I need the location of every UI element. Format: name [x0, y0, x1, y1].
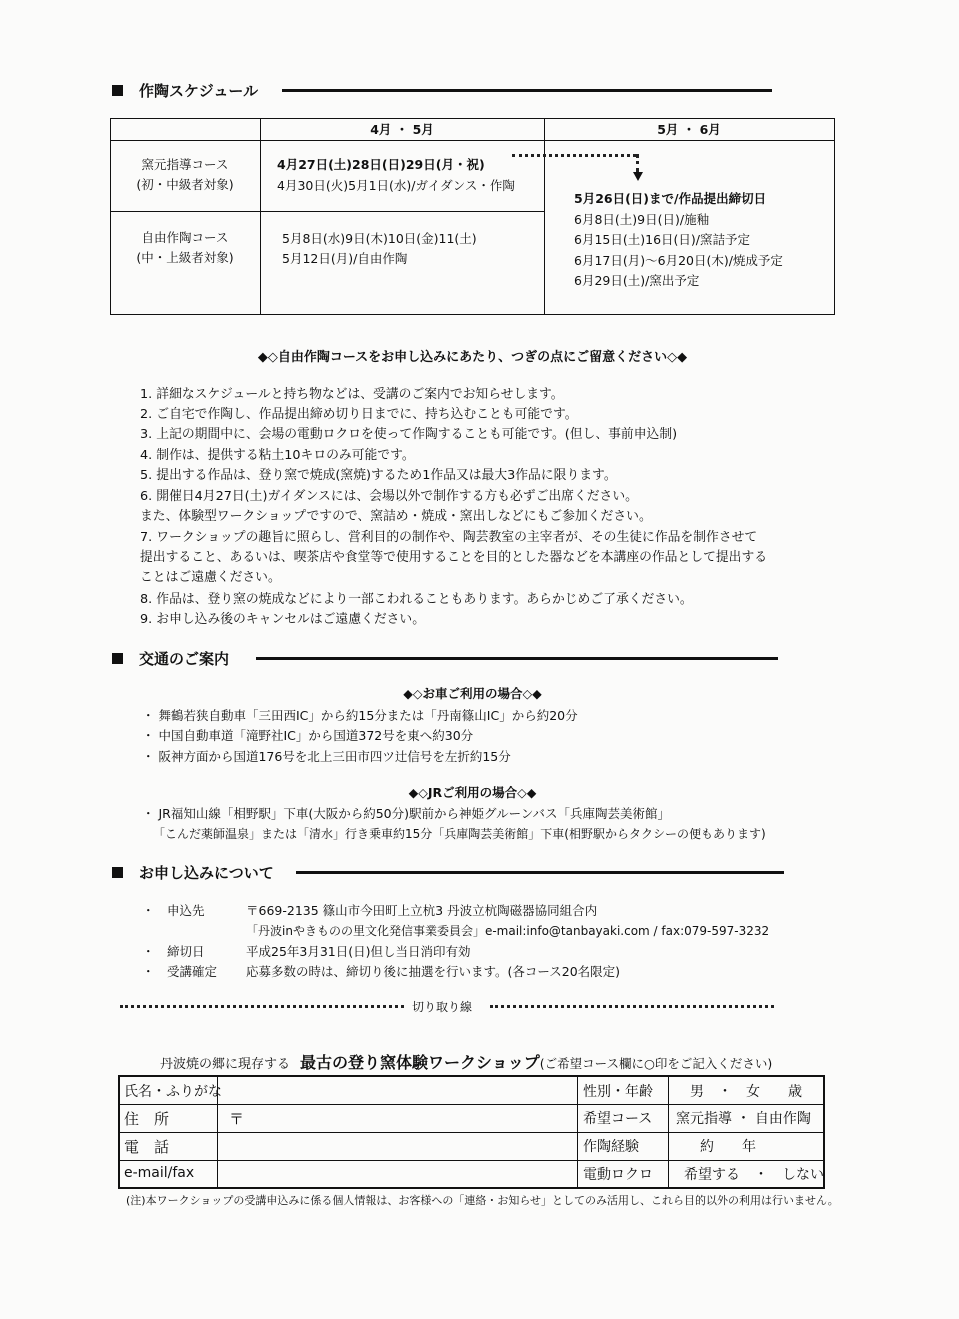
apply-heading-text: お申し込みについて — [139, 864, 274, 882]
schedule-heading-text: 作陶スケジュール — [139, 82, 259, 100]
note-item: ことはご遠慮ください。 — [140, 570, 281, 585]
note-item: 7. ワークショップの趣旨に照らし、営利目的の制作や、陶芸教室の主宰者が、その生徒に作品を制作させて — [140, 530, 758, 545]
notes-title: ◆◇自由作陶コースをお申し込みにあたり、つぎの点にご留意ください◇◆ — [257, 350, 688, 365]
apply-label: 申込先 — [167, 903, 205, 918]
car-item: ・ 中国自動車道「滝野社IC」から国道372号を東へ約30分 — [142, 728, 474, 743]
row2-target: (中・上級者対象) — [136, 250, 234, 265]
form-subtitle-note: (ご希望コース欄に○印をご記入ください) — [539, 1056, 773, 1071]
dotted-arrow-line — [512, 154, 636, 157]
car-item: ・ 舞鶴若狭自動車「三田西IC」から約15分または「丹南篠山IC」から約20分 — [142, 708, 578, 723]
heading-rule — [256, 657, 778, 660]
col2-header: 5月 ・ 6月 — [657, 122, 721, 137]
cut-line-right — [490, 1005, 774, 1008]
gender-label: 性別・年齢 — [583, 1084, 653, 1100]
email-label: e-mail/fax — [124, 1165, 195, 1181]
apply-bullet: ・ — [142, 944, 155, 959]
course-choice-field[interactable]: 窯元指導 ・ 自由作陶 — [676, 1111, 811, 1127]
right-line-4: 6月17日(月)～6月20日(木)/焼成予定 — [574, 253, 783, 268]
square-bullet-icon — [112, 867, 123, 878]
form-subtitle-pre: 丹波焼の郷に現存する — [160, 1057, 291, 1072]
row2-dates: 5月8日(水)9日(木)10日(金)11(土) — [282, 231, 477, 246]
jr-item: 「こんだ薬師温泉」または「清水」行き乗車約15分「兵庫陶芸美術館」下車(相野駅からタクシーの便もあります) — [153, 827, 766, 841]
address-field[interactable] — [219, 1105, 576, 1131]
jr-title: ◆◇JRご利用の場合◇◆ — [408, 785, 537, 800]
note-item: 提出すること、あるいは、喫茶店や食堂等で使用することを目的とした器などを本講座の作品として提出する — [140, 550, 768, 565]
form-subtitle-main: 最古の登り窯体験ワークショップ — [300, 1053, 540, 1072]
apply-bullet: ・ — [142, 964, 155, 979]
note-item: 2. ご自宅で作陶し、作品提出締め切り日までに、持ち込むことも可能です。 — [140, 407, 578, 422]
square-bullet-icon — [112, 85, 123, 96]
experience-field[interactable]: 約 年 — [700, 1139, 756, 1155]
apply-heading — [112, 862, 274, 883]
row2-label: 自由作陶コース — [141, 230, 229, 245]
right-line-5: 6月29日(土)/窯出予定 — [574, 273, 700, 288]
apply-label: 受講確定 — [167, 964, 218, 979]
name-field[interactable] — [219, 1077, 576, 1103]
gender-age-field[interactable]: 男 ・ 女 歳 — [690, 1084, 802, 1100]
dotted-arrow-drop — [636, 154, 639, 172]
experience-label: 作陶経験 — [583, 1139, 639, 1155]
note-item: 9. お申し込み後のキャンセルはご遠慮ください。 — [140, 612, 426, 627]
name-label: 氏名・ふりがな — [124, 1084, 222, 1100]
row2-dates-2: 5月12日(月)/自由作陶 — [282, 251, 408, 266]
note-item: また、体験型ワークショップですので、窯詰め・焼成・窯出しなどにもご参加ください。 — [140, 509, 652, 524]
wheel-label: 電動ロクロ — [583, 1167, 653, 1183]
cut-line-label: 切り取り線 — [412, 1000, 473, 1014]
note-item: 8. 作品は、登り窯の焼成などにより一部こわれることもあります。あらかじめご了承ください。 — [140, 592, 693, 607]
apply-value-contact: 「丹波inやきものの里文化発信事業委員会」e-mail:info@tanbayaki.com / fax:079-597-3232 — [246, 924, 770, 938]
row1-dates-2: 4月30日(火)5月1日(水)/ガイダンス・作陶 — [277, 178, 515, 193]
car-item: ・ 阪神方面から国道176号を北上三田市四ツ辻信号を左折約15分 — [142, 749, 511, 764]
course-label: 希望コース — [583, 1111, 653, 1127]
right-line-1: 5月26日(日)まで/作品提出締切日 — [574, 191, 767, 206]
phone-field[interactable] — [219, 1133, 576, 1159]
cut-line-left — [120, 1005, 404, 1008]
note-item: 5. 提出する作品は、登り窯で焼成(窯焼)するため1作品又は最大3作品に限ります。 — [140, 468, 617, 483]
email-field[interactable] — [219, 1161, 576, 1187]
apply-bullet: ・ — [142, 903, 155, 918]
heading-rule — [282, 89, 772, 92]
jr-item: ・ JR福知山線「相野駅」下車(大阪から約50分)駅前から神姫グルーンバス「兵庫陶芸美術館」 — [142, 806, 671, 821]
form-subtitle — [160, 1050, 772, 1073]
right-line-2: 6月8日(土)9日(日)/施釉 — [574, 212, 710, 227]
note-item: 4. 制作は、提供する粘土10キロのみ可能です。 — [140, 448, 415, 463]
wheel-choice-field[interactable]: 希望する ・ しない — [684, 1167, 824, 1183]
row1-label: 窯元指導コース — [141, 157, 229, 172]
apply-value: 応募多数の時は、締切り後に抽選を行います。(各コース20名限定) — [246, 964, 621, 979]
schedule-heading — [112, 80, 258, 101]
apply-label: 締切日 — [167, 944, 205, 959]
col1-header: 4月 ・ 5月 — [370, 122, 434, 137]
apply-value: 〒669-2135 篠山市今田町上立杭3 丹波立杭陶磁器協同組合内 — [246, 903, 598, 918]
phone-label: 電 話 — [124, 1138, 170, 1156]
note-item: 6. 開催日4月27日(土)ガイダンスには、会場以外で制作する方も必ずご出席ください。 — [140, 489, 638, 504]
note-item: 1. 詳細なスケジュールと持ち物などは、受講のご案内でお知らせします。 — [140, 387, 564, 402]
address-label: 住 所 — [124, 1110, 170, 1128]
heading-rule — [296, 871, 784, 874]
traffic-heading-text: 交通のご案内 — [139, 650, 230, 668]
postal-mark: 〒 — [229, 1110, 245, 1128]
square-bullet-icon — [112, 653, 123, 664]
row1-dates: 4月27日(土)28日(日)29日(月・祝) — [277, 157, 485, 172]
note-item: 3. 上記の期間中に、会場の電動ロクロを使って作陶することも可能です。(但し、事前申込制) — [140, 427, 678, 442]
row1-target: (初・中級者対象) — [136, 177, 234, 192]
privacy-footnote: (注)本ワークショップの受講申込みに係る個人情報は、お客様への「連絡・お知らせ」としてのみ活用し、これら目的以外の利用は行いません。 — [126, 1194, 839, 1207]
arrow-down-icon — [633, 172, 643, 181]
apply-value: 平成25年3月31日(日)但し当日消印有効 — [246, 944, 471, 959]
right-line-3: 6月15日(土)16日(日)/窯詰予定 — [574, 232, 750, 247]
traffic-heading — [112, 648, 229, 669]
car-title: ◆◇お車ご利用の場合◇◆ — [403, 686, 542, 701]
